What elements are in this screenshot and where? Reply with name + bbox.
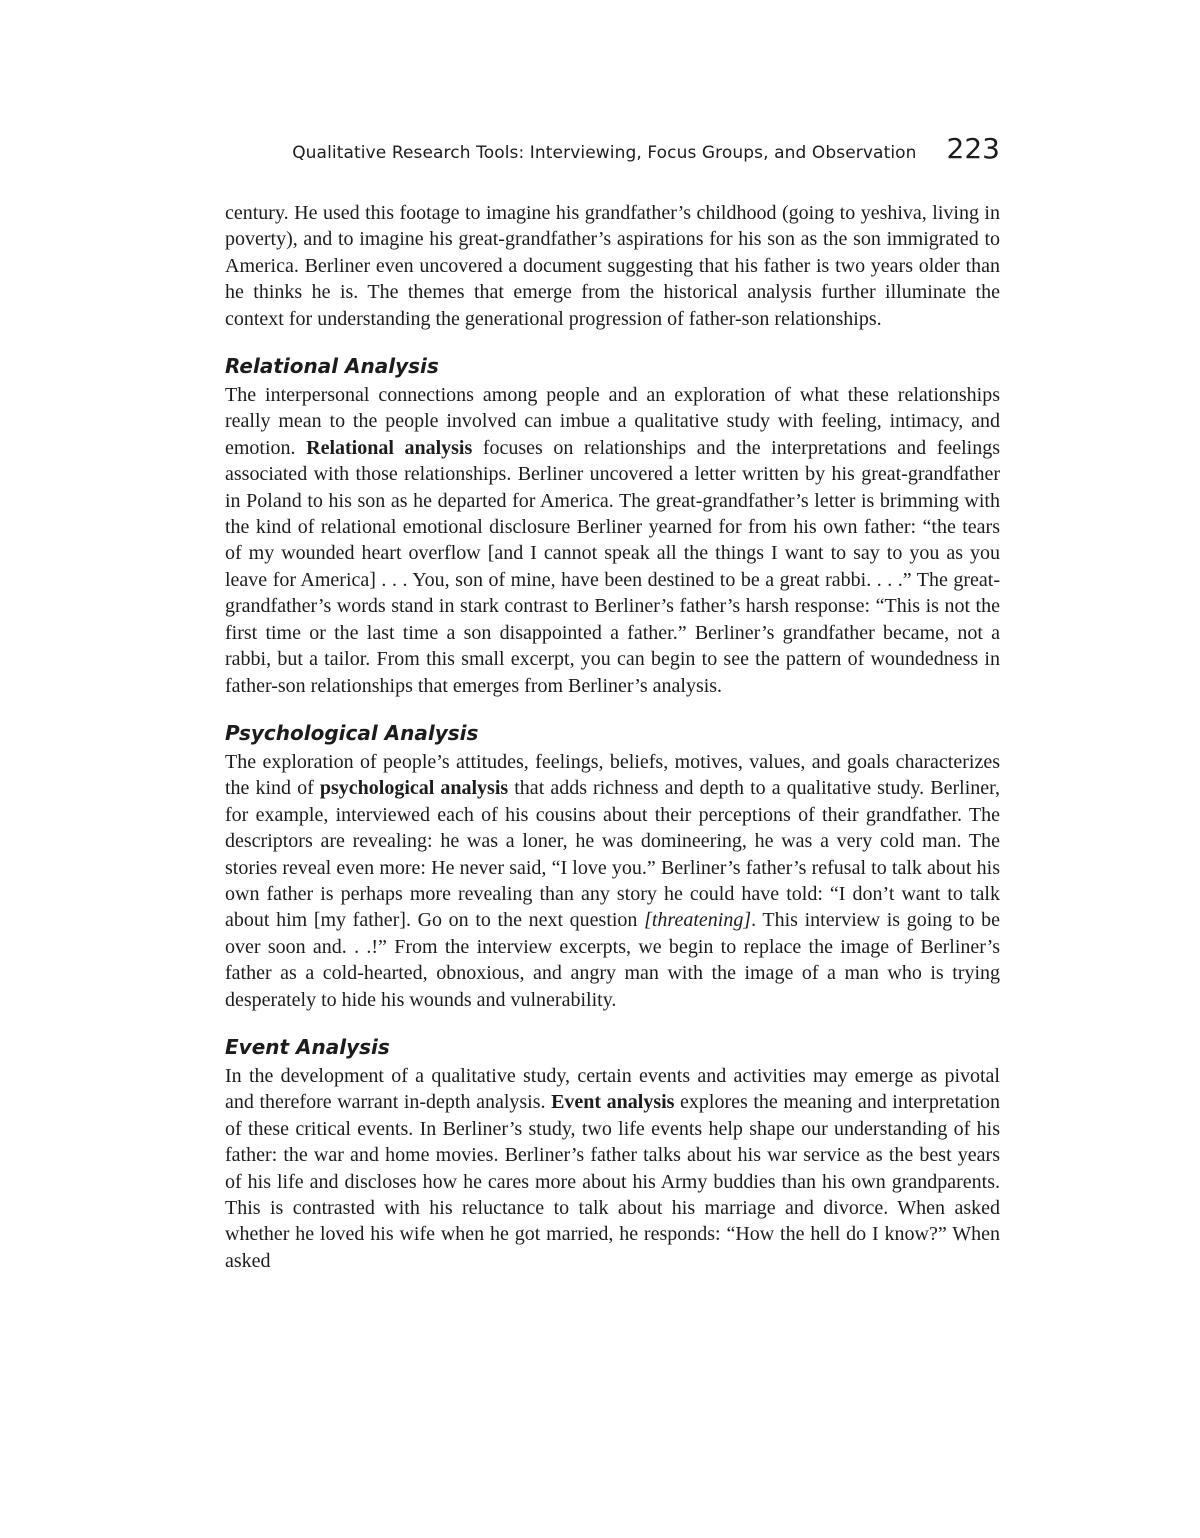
intro-text: century. He used this footage to imagine his grandfather’s childhood (going to yeshiva, living in poverty), and to imagine his great-grandfather’s aspirations for his son as the son immigrated to America. Berliner even uncovered a document suggesting that his father is two years older than he thinks he is. The themes that emerge from the historical analysis further illuminate the context for understanding the generational progression of father-son relationships. <box>225 202 1000 330</box>
event-analysis-paragraph <box>225 1063 1000 1274</box>
psychological-analysis-heading: Psychological Analysis <box>225 720 479 745</box>
page-body <box>225 200 1000 1274</box>
event-term: Event analysis <box>551 1091 675 1114</box>
intro-paragraph <box>225 200 1000 332</box>
running-header <box>225 132 1000 165</box>
psychological-text-after: . This interview is going to be over soon and. . .!” From the interview excerpts, we begin to replace the image of Berliner’s father as a cold-hearted, obnoxious, and angry man with the image of a man who is trying desperately to hide his wounds and vulnerability. <box>225 909 1000 1011</box>
psychological-analysis-paragraph <box>225 749 1000 1013</box>
running-title: Qualitative Research Tools: Interviewing, Focus Groups, and Observation <box>292 143 917 163</box>
psychological-text-middle: that adds richness and depth to a qualitative study. Berliner, for example, interviewed each of his cousins about their perceptions of their grandfather. The descriptors are revealing: he was a loner, he was domineering, he was a very cold man. The stories reveal even more: He never said, “I love you.” Berliner’s father’s refusal to talk about his own father is perhaps more revealing than any story he could have told: “I don’t want to talk about him [my father]. Go on to the next question <box>225 777 1000 932</box>
psychological-italic-note: [threatening] <box>644 909 752 932</box>
relational-analysis-heading: Relational Analysis <box>225 354 439 379</box>
psychological-text-before: The exploration of people’s attitudes, feelings, beliefs, motives, values, and goals characterizes the kind of <box>225 750 1000 800</box>
event-analysis-heading: Event Analysis <box>225 1034 390 1059</box>
relational-text-after: focuses on relationships and the interpretations and feelings associated with those relationships. Berliner uncovered a letter written by his great-grandfather in Poland to his son as he departed for America. The great-grandfather’s letter is brimming with the kind of relational emotional disclosure Berliner yearned for from his own father: “the tears of my wounded heart overflow [and I cannot speak all the things I want to say to you as you leave for America] . . . You, son of mine, have been destined to be a great rabbi. . . .” The great-grandfather’s words stand in stark contrast to Berliner’s father’s harsh response: “This is not the first time or the last time a son disappointed a father.” Berliner’s grandfather became, not a rabbi, but a tailor. From this small excerpt, you can begin to see the pattern of woundedness in father-son relationships that emerges from Berliner’s analysis. <box>225 436 1001 697</box>
relational-term: Relational analysis <box>306 436 473 459</box>
relational-analysis-paragraph <box>225 382 1000 699</box>
page-number: 223 <box>946 132 1000 165</box>
psychological-term: psychological analysis <box>319 777 509 800</box>
relational-text-before: The interpersonal connections among people and an exploration of what these relationships really mean to the people involved can imbue a qualitative study with feeling, intimacy, and emotion. <box>225 384 1000 459</box>
event-text-before: In the development of a qualitative study, certain events and activities may emerge as pivotal and therefore warrant in-depth analysis. <box>225 1064 1000 1114</box>
event-text-after: explores the meaning and interpretation of these critical events. In Berliner’s study, two life events help shape our understanding of his father: the war and home movies. Berliner’s father talks about his war service as the best years of his life and discloses how he cares more about his Army buddies than his own grandparents. This is contrasted with his reluctance to talk about his marriage and divorce. When asked whether he loved his wife when he got married, he responds: “How the hell do I know?” When asked <box>225 1091 1001 1272</box>
